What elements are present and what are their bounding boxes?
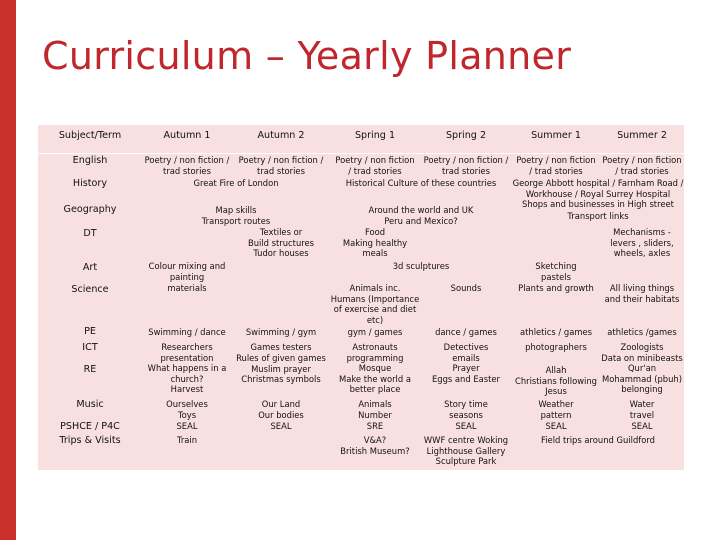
decorative-side-bar xyxy=(0,0,16,540)
art-autumn-1: Colour mixing and painting xyxy=(148,261,226,282)
ict-spring-2: Detectives emails xyxy=(443,342,489,363)
music-autumn-2: Our Land Our bodies xyxy=(258,399,304,420)
header-summer-2: Summer 2 xyxy=(617,130,667,141)
subject-geography: Geography xyxy=(63,204,117,215)
music-spring-1: Animals Number xyxy=(358,399,392,420)
english-spring-1: Poetry / non fiction / trad stories xyxy=(335,155,415,176)
subject-english: English xyxy=(72,155,108,166)
re-spring-2: Prayer Eggs and Easter xyxy=(431,363,501,384)
trips-spring-1: V&A? British Museum? xyxy=(340,435,410,456)
science-summer-2: All living things and their habitats xyxy=(604,283,680,304)
re-autumn-1: What happens in a church? Harvest xyxy=(147,363,227,395)
pshce-spring-1: SRE xyxy=(366,421,384,431)
pshce-summer-2: SEAL xyxy=(631,421,653,431)
pshce-autumn-1: SEAL xyxy=(176,421,198,431)
science-spring-2: Sounds xyxy=(450,283,482,293)
history-summer: George Abbott hospital / Farnham Road / Workhouse / Royal Surrey Hospital Shops and businesses in High street xyxy=(512,178,684,210)
science-summer-1: Plants and growth xyxy=(518,283,594,293)
english-summer-2: Poetry / non fiction / trad stories xyxy=(602,155,682,176)
dt-autumn-2: Textiles or Build structures Tudor houses xyxy=(247,227,315,259)
subject-science: Science xyxy=(71,284,109,295)
geography-spring: Around the world and UK Peru and Mexico? xyxy=(368,205,474,226)
pshce-spring-2: SEAL xyxy=(455,421,477,431)
subject-music: Music xyxy=(76,399,104,410)
ict-autumn-1: Researchers presentation xyxy=(160,342,214,363)
pe-autumn-2: Swimming / gym xyxy=(245,327,317,337)
ict-autumn-2: Games testers xyxy=(250,342,312,352)
science-autumn-1: materials xyxy=(167,283,207,293)
geography-autumn: Map skills Transport routes xyxy=(201,205,271,226)
subject-pshce: PSHCE / P4C xyxy=(60,421,120,432)
history-spring: Historical Culture of these countries xyxy=(345,178,497,188)
header-spring-2: Spring 2 xyxy=(445,130,487,141)
subject-history: History xyxy=(72,178,108,189)
trips-autumn-1: Train xyxy=(176,435,198,445)
pe-summer-1: athletics / games xyxy=(519,327,593,337)
science-spring-1: Animals inc. Humans (Importance of exercise and diet etc) xyxy=(330,283,420,325)
ict-summer-1: photographers xyxy=(525,342,587,352)
music-summer-2: Water travel xyxy=(629,399,655,420)
ict-summer-2: Zoologists Data on minibeasts xyxy=(601,342,683,363)
header-divider xyxy=(38,153,684,154)
art-summer-1: Sketching pastels xyxy=(535,261,577,282)
pe-spring-2: dance / games xyxy=(435,327,497,337)
curriculum-table xyxy=(38,125,684,470)
header-summer-1: Summer 1 xyxy=(531,130,581,141)
art-spring: 3d sculptures xyxy=(392,261,450,271)
pshce-autumn-2: SEAL xyxy=(270,421,292,431)
header-autumn-1: Autumn 1 xyxy=(163,130,211,141)
subject-art: Art xyxy=(82,262,98,273)
music-spring-2: Story time seasons xyxy=(444,399,488,420)
geography-summer: Transport links xyxy=(567,211,629,221)
re-spring-1: Mosque Make the world a better place xyxy=(339,363,411,395)
history-autumn: Great Fire of London xyxy=(193,178,279,188)
subject-re: RE xyxy=(83,364,97,375)
pe-summer-2: athletics /games xyxy=(607,327,677,337)
header-spring-1: Spring 1 xyxy=(354,130,396,141)
ict-spring-1: Astronauts programming xyxy=(346,342,404,363)
music-summer-1: Weather pattern xyxy=(538,399,574,420)
english-spring-2: Poetry / non fiction / trad stories xyxy=(423,155,509,176)
subject-dt: DT xyxy=(83,228,97,239)
trips-spring-2: WWF centre Woking Lighthouse Gallery Sculpture Park xyxy=(423,435,509,467)
subject-trips: Trips & Visits xyxy=(59,435,121,446)
subject-pe: PE xyxy=(84,326,96,337)
re-summer-2: Qur'an Mohammad (pbuh) belonging xyxy=(601,363,682,395)
english-autumn-1: Poetry / non fiction / trad stories xyxy=(144,155,230,176)
pshce-summer-1: SEAL xyxy=(545,421,567,431)
trips-summer: Field trips around Guildford xyxy=(541,435,655,445)
dt-summer-2: Mechanisms - levers , sliders, wheels, axles xyxy=(610,227,674,259)
dt-spring-1: Food Making healthy meals xyxy=(342,227,408,259)
page-title: Curriculum – Yearly Planner xyxy=(42,34,572,78)
decorative-side-stripe xyxy=(16,0,20,540)
english-summer-1: Poetry / non fiction / trad stories xyxy=(516,155,596,176)
music-autumn-1: Ourselves Toys xyxy=(166,399,208,420)
subject-ict: ICT xyxy=(82,342,98,353)
re-summer-1: Allah Christians following Jesus xyxy=(514,365,598,397)
english-autumn-2: Poetry / non fiction / trad stories xyxy=(238,155,324,176)
pe-autumn-1: Swimming / dance xyxy=(148,327,226,337)
header-subject-term: Subject/Term xyxy=(58,130,122,141)
pe-spring-1: gym / games xyxy=(347,327,403,337)
header-autumn-2: Autumn 2 xyxy=(257,130,305,141)
re-autumn-2: Rules of given games Muslim prayer Christmas symbols xyxy=(236,353,326,385)
